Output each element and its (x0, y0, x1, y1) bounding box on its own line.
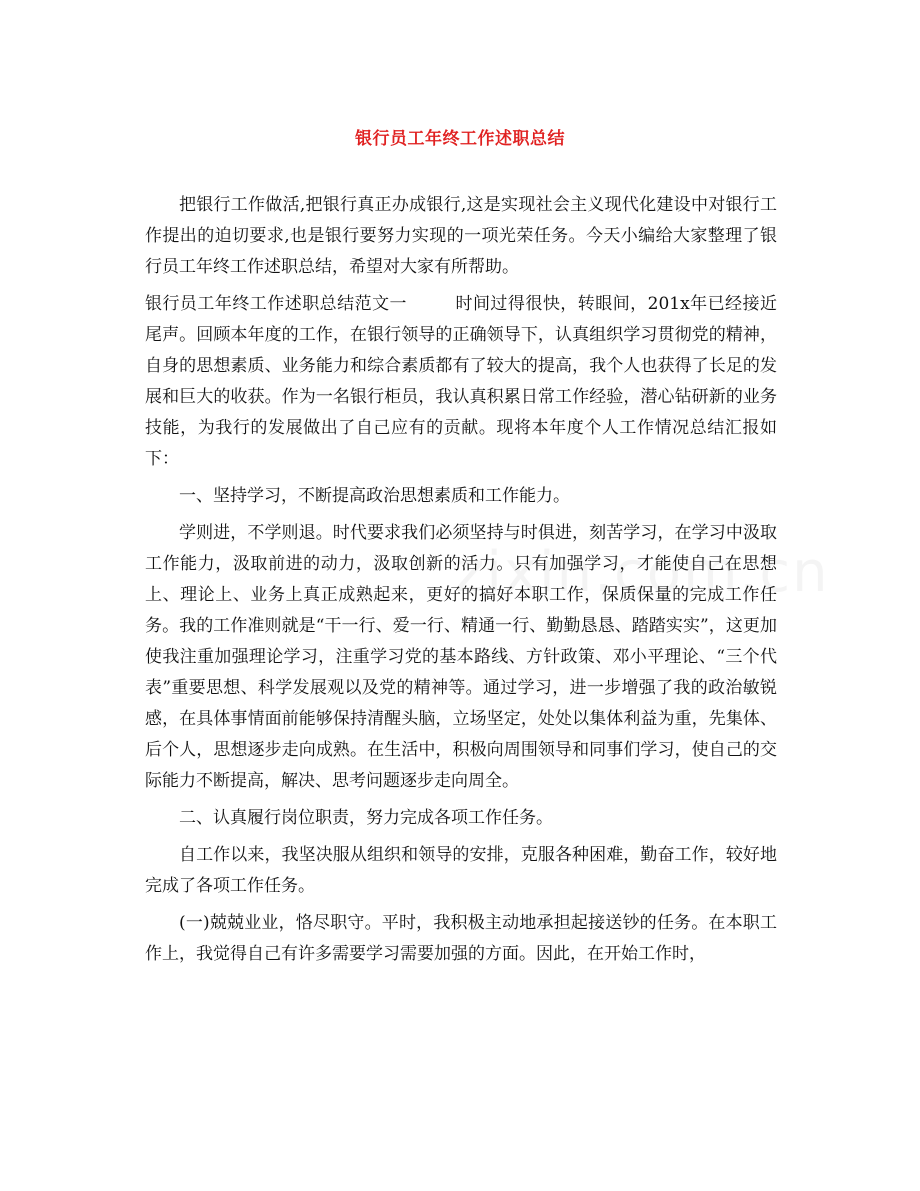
paragraph-diligence: (一)兢兢业业，恪尽职守。平时，我积极主动地承担起接送钞的任务。在本职工作上，我觉得自己有许多需要学习需要加强的方面。因此，在开始工作时， (145, 913, 777, 964)
paragraph-section-one-text: 时间过得很快，转眼间，201x年已经接近尾声。回顾本年度的工作，在银行领导的正确领导下，认真组织学习贯彻党的精神，自身的思想素质、业务能力和综合素质都有了较大的提高，我个人也获得了长足的发展和巨大的收获。作为一名银行柜员，我认真积累日常工作经验，潜心钻研新的业务技能，为我行的发展做出了自己应有的贡献。现将本年度个人工作情况总结汇报如下： (145, 294, 777, 469)
paragraph-intro: 把银行工作做活,把银行真正办成银行,这是实现社会主义现代化建设中对银行工作提出的迫切要求,也是银行要努力实现的一项光荣任务。今天小编给大家整理了银行员工年终工作述职总结，希望对大家有所帮助。 (145, 195, 777, 277)
paragraph-section-one (145, 289, 777, 475)
document-title: 银行员工年终工作述职总结 (355, 129, 565, 149)
document-body (145, 190, 777, 976)
section-heading: 银行员工年终工作述职总结范文一 (145, 294, 408, 314)
paragraph-duties: 自工作以来，我坚决服从组织和领导的安排，克服各种困难，勤奋工作，较好地完成了各项工作任务。 (145, 845, 777, 896)
heading-point-two: 二、认真履行岗位职责，努力完成各项工作任务。 (179, 808, 553, 828)
heading-point-one: 一、坚持学习，不断提高政治思想素质和工作能力。 (179, 486, 570, 506)
paragraph-study: 学则进，不学则退。时代要求我们必须坚持与时俱进，刻苦学习，在学习中汲取工作能力，汲取前进的动力，汲取创新的活力。只有加强学习，才能使自己在思想上、理论上、业务上真正成熟起来，更好的搞好本职工作，保质保量的完成工作任务。我的工作准则就是“干一行、爱一行、精通一行、勤勤恳恳、踏踏实实”，这更加使我注重加强理论学习，注重学习党的基本路线、方针政策、邓小平理论、“三个代表”重要思想、科学发展观以及党的精神等。通过学习，进一步增强了我的政治敏锐感，在具体事情面前能够保持清醒头脑，立场坚定，处处以集体利益为重，先集体、后个人，思想逐步走向成熟。在生活中，积极向周围领导和同事们学习，使自己的交际能力不断提高，解决、思考问题逐步走向周全。 (145, 523, 777, 791)
